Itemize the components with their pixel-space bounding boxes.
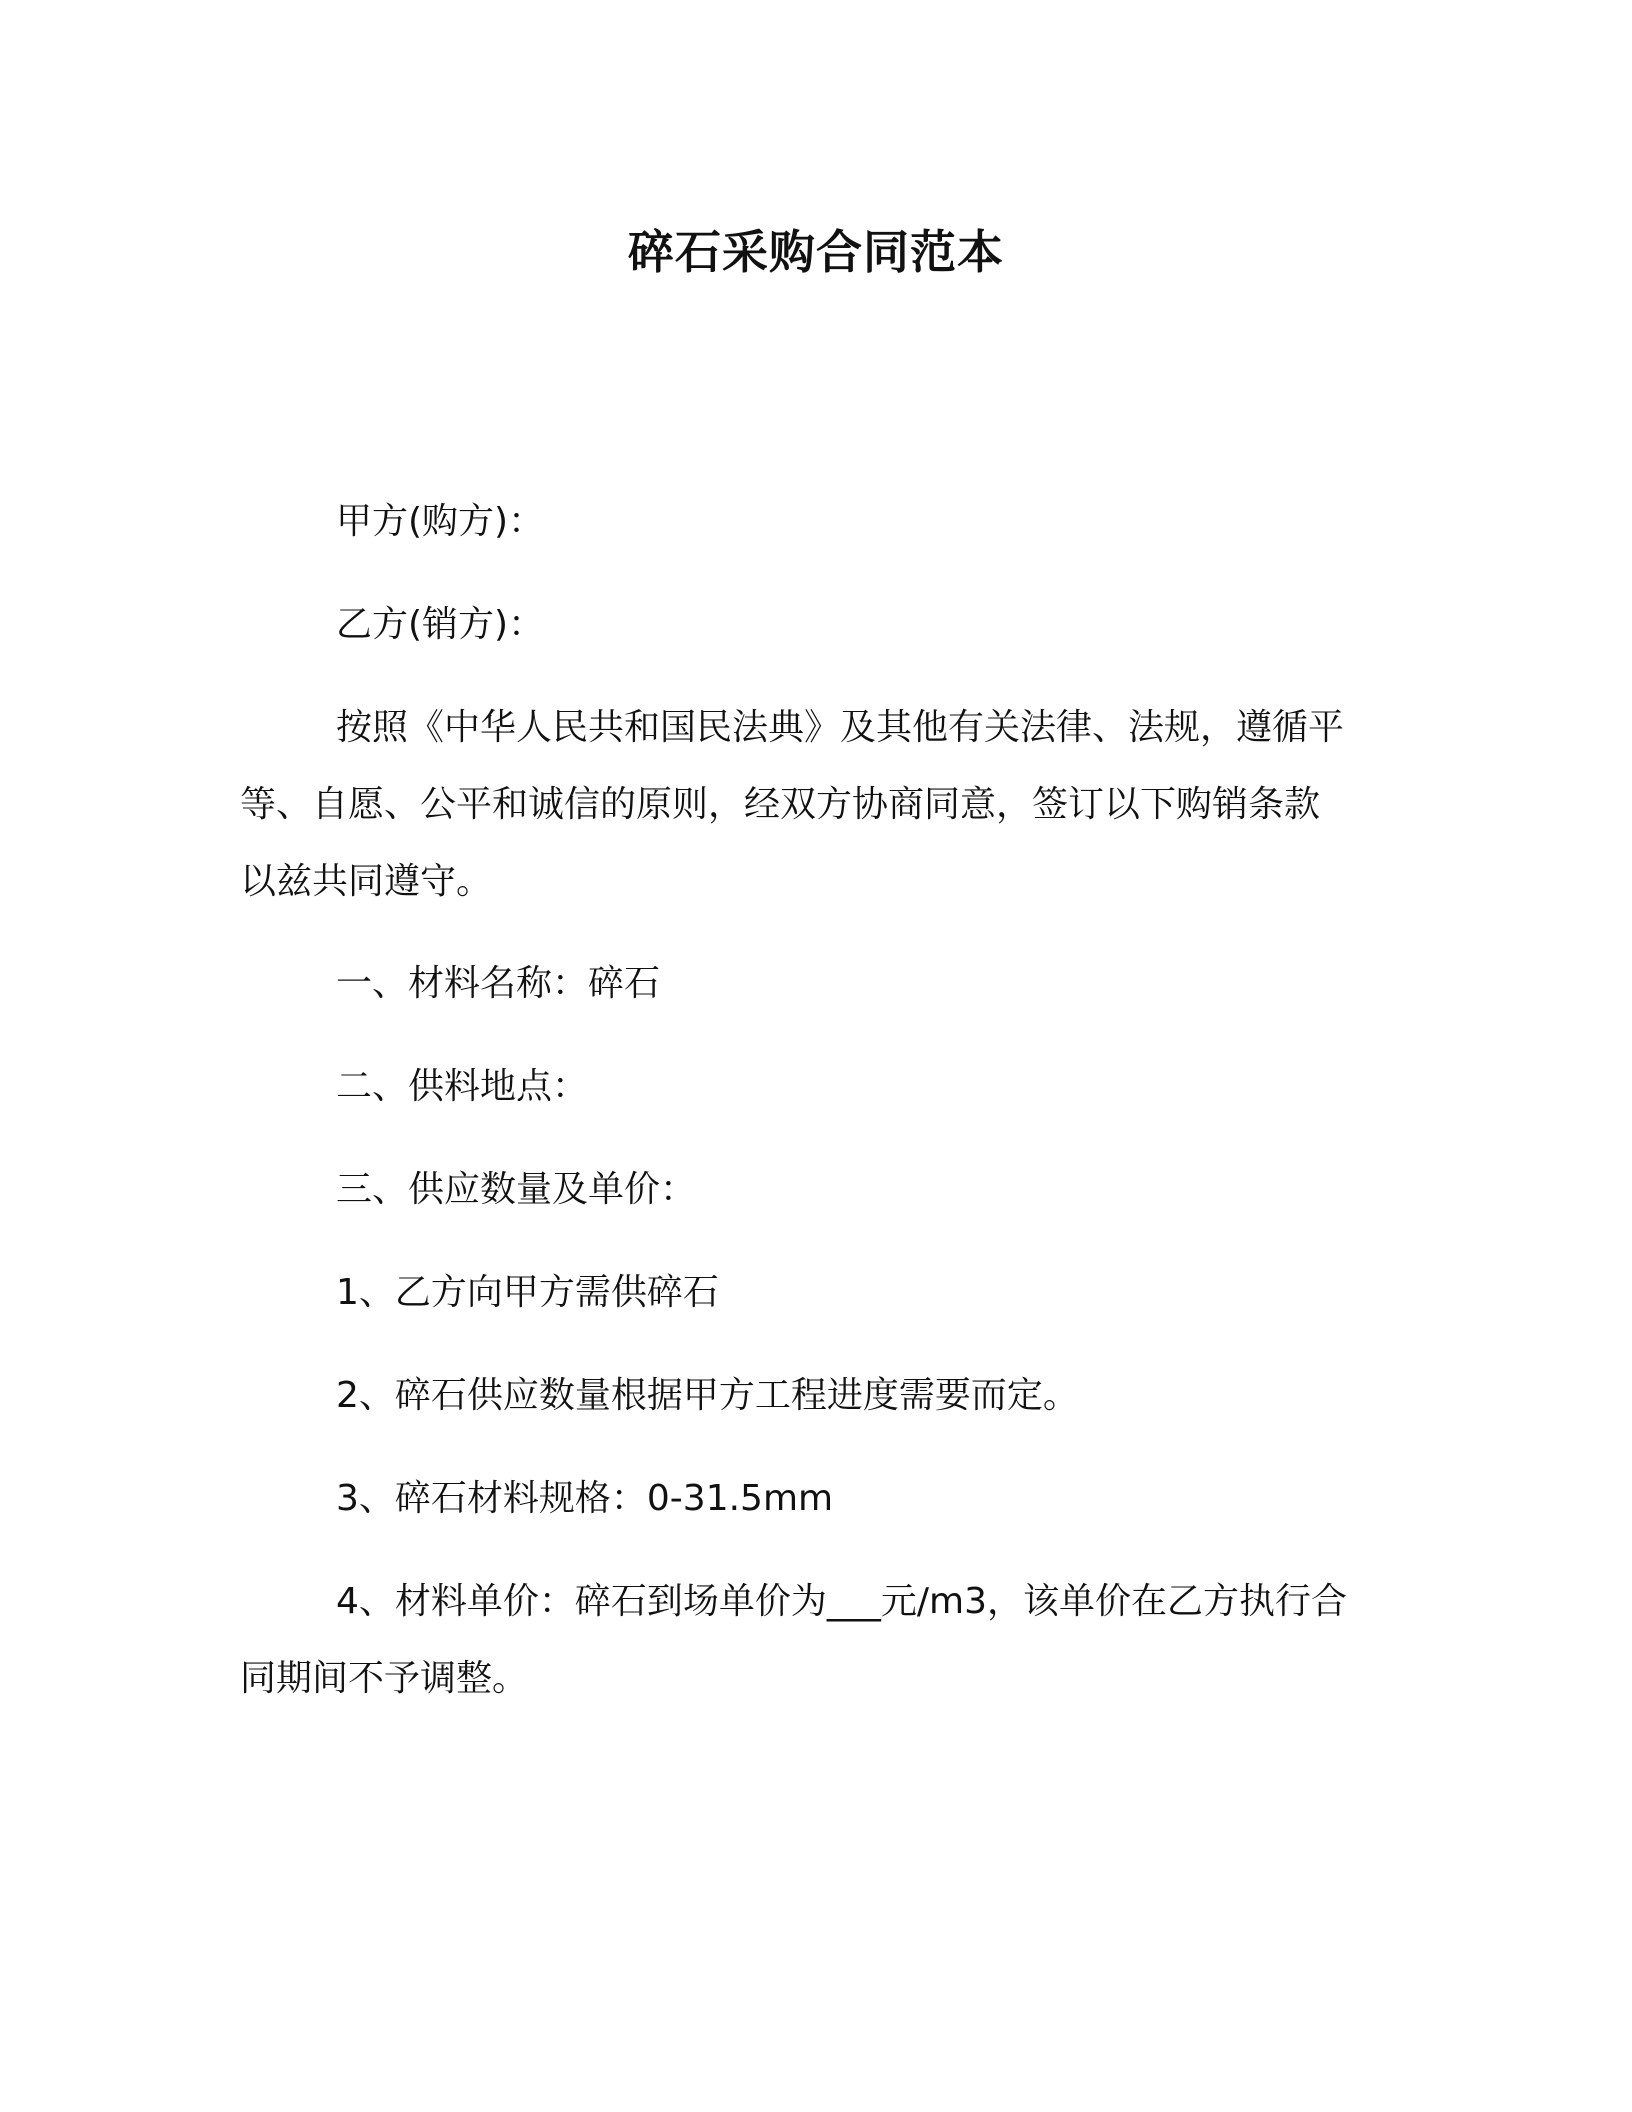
item-1: 1、乙方向甲方需供碎石	[336, 1272, 719, 1313]
item-2: 2、碎石供应数量根据甲方工程进度需要而定。	[336, 1375, 1079, 1416]
section-material-name: 一、材料名称：碎石	[336, 963, 661, 1004]
preamble-line-1: 按照《中华人民共和国民法典》及其他有关法律、法规，遵循平	[336, 707, 1345, 748]
section-quantity-price: 三、供应数量及单价：	[336, 1169, 697, 1210]
item-4-line-2: 同期间不予调整。	[240, 1658, 529, 1699]
section-supply-location: 二、供料地点：	[336, 1066, 589, 1107]
document-title: 碎石采购合同范本	[628, 225, 1004, 279]
item-3: 3、碎石材料规格：0-31.5mm	[336, 1478, 834, 1519]
preamble-line-3: 以兹共同遵守。	[240, 861, 493, 902]
item-4-line-1: 4、材料单价：碎石到场单价为___元/m3，该单价在乙方执行合	[336, 1581, 1348, 1622]
party-b-label: 乙方(销方)：	[336, 604, 545, 645]
party-a-label: 甲方(购方)：	[336, 501, 545, 542]
preamble-line-2: 等、自愿、公平和诚信的原则，经双方协商同意，签订以下购销条款	[240, 784, 1321, 825]
